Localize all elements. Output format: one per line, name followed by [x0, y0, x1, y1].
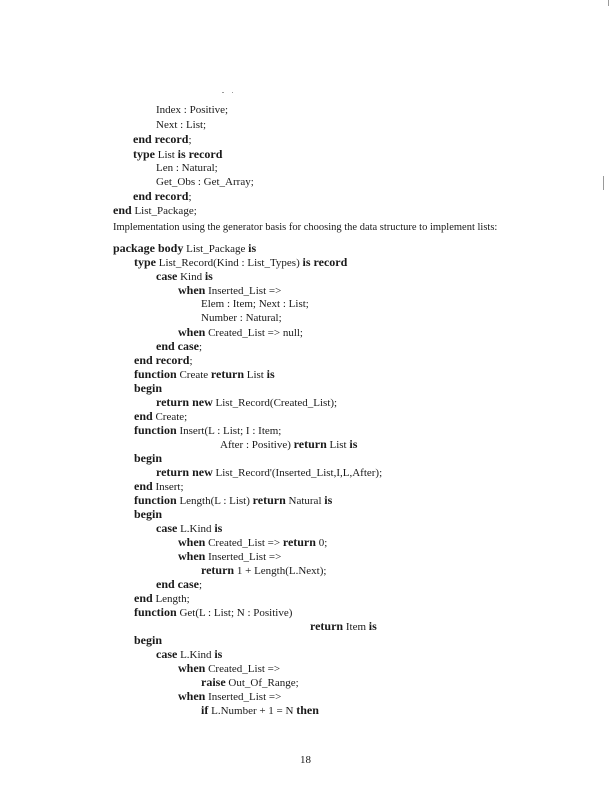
code-line: [113, 204, 197, 218]
code-text: Inserted_List =>: [205, 551, 282, 563]
code-text: ;: [188, 191, 192, 203]
keyword: return: [210, 367, 244, 381]
keyword: if: [201, 703, 209, 717]
keyword: end: [134, 591, 153, 605]
keyword: function: [134, 605, 177, 619]
code-line: [156, 578, 202, 592]
keyword: end: [134, 479, 153, 493]
keyword: when: [178, 535, 206, 549]
code-line: [201, 298, 309, 311]
code-text: 1 + Length(L.Next);: [234, 565, 327, 577]
code-line: [178, 536, 327, 550]
code-text: Natural: [285, 495, 325, 507]
code-text: ;: [199, 579, 203, 591]
keyword: then: [296, 703, 319, 717]
code-text: Insert(L : List; I : Item;: [176, 425, 282, 437]
code-line: [134, 452, 162, 466]
code-line: [134, 424, 281, 438]
keyword: type: [134, 255, 156, 269]
code-line: [113, 242, 256, 256]
code-text: Insert;: [152, 481, 184, 493]
code-line: [134, 256, 347, 270]
keyword: is: [204, 269, 213, 283]
code-text: List: [244, 369, 267, 381]
code-line: [134, 508, 162, 522]
code-line: [156, 162, 218, 175]
code-line: [134, 368, 275, 382]
keyword: return new: [156, 395, 213, 409]
code-text: After : Positive): [220, 439, 294, 451]
code-line: [178, 326, 303, 340]
code-text: List_Record'(Inserted_List,I,L,After);: [212, 467, 383, 479]
code-text: Created_List => null;: [205, 327, 303, 339]
code-text: List: [326, 439, 350, 451]
keyword: is: [248, 241, 257, 255]
keyword: end case: [156, 339, 199, 353]
keyword: is record: [177, 147, 223, 161]
code-text: List: [155, 149, 178, 161]
page-number: 18: [300, 754, 311, 766]
scan-corner-mark: [608, 0, 609, 6]
code-text: List_Package: [183, 243, 249, 255]
keyword: raise: [201, 675, 226, 689]
keyword: is: [266, 367, 275, 381]
keyword: is record: [302, 255, 348, 269]
keyword: begin: [134, 507, 163, 521]
code-text: Next : List;: [156, 119, 207, 131]
keyword: end record: [134, 353, 190, 367]
keyword: return: [201, 563, 235, 577]
code-text: Created_List =>: [205, 537, 283, 549]
code-line: [156, 522, 222, 536]
code-text: List_Package;: [131, 205, 197, 217]
code-line: [134, 410, 187, 424]
code-line: [134, 480, 184, 494]
code-line: [178, 284, 281, 298]
code-line: [201, 704, 319, 718]
keyword: is: [214, 647, 223, 661]
code-text: Index : Positive;: [156, 104, 229, 116]
code-text: Inserted_List =>: [205, 691, 282, 703]
code-line: [134, 634, 162, 648]
code-text: List_Record(Created_List);: [212, 397, 338, 409]
code-text: Len : Natural;: [156, 162, 218, 174]
keyword: begin: [134, 381, 163, 395]
keyword: is: [349, 437, 358, 451]
code-text: Number : Natural;: [201, 312, 282, 324]
code-line: [156, 340, 202, 354]
keyword: is: [324, 493, 333, 507]
code-text: Kind: [177, 271, 205, 283]
code-text: Create: [176, 369, 211, 381]
code-line: [156, 270, 213, 284]
code-line: [134, 592, 190, 606]
code-text: Created_List =>: [205, 663, 281, 675]
keyword: case: [156, 647, 178, 661]
keyword: return: [310, 619, 344, 633]
code-line: [134, 354, 193, 368]
code-text: Create;: [152, 411, 188, 423]
code-line: [156, 119, 206, 132]
scan-speck-top: [222, 92, 224, 93]
code-text: L.Kind: [177, 523, 215, 535]
code-text: ;: [199, 341, 203, 353]
code-line: [133, 133, 192, 147]
keyword: case: [156, 521, 178, 535]
prose-paragraph: Implementation using the generator basis for choosing the data structure to implement lists:: [113, 222, 498, 233]
keyword: return: [252, 493, 286, 507]
code-text: Get(L : List; N : Positive): [176, 607, 293, 619]
code-text: Inserted_List =>: [205, 285, 282, 297]
keyword: when: [178, 549, 206, 563]
code-line: [201, 564, 326, 578]
keyword: end record: [133, 189, 189, 203]
code-text: ;: [189, 355, 193, 367]
code-line: [133, 190, 192, 204]
code-line: [156, 466, 382, 480]
code-line: [156, 648, 222, 662]
keyword: function: [134, 423, 177, 437]
code-text: List_Record(Kind : List_Types): [156, 257, 303, 269]
code-text: Get_Obs : Get_Array;: [156, 176, 254, 188]
code-line: [134, 606, 292, 620]
code-text: Length;: [152, 593, 190, 605]
keyword: when: [178, 283, 206, 297]
keyword: is: [368, 619, 377, 633]
keyword: return: [293, 437, 327, 451]
code-text: Item: [343, 621, 369, 633]
keyword: function: [134, 493, 177, 507]
keyword: package body: [113, 241, 184, 255]
code-line: [134, 382, 162, 396]
code-line: [178, 662, 280, 676]
scan-margin-mark: [603, 176, 604, 190]
keyword: end: [113, 203, 132, 217]
code-line: [156, 396, 337, 410]
code-text: L.Kind: [177, 649, 215, 661]
keyword: end: [134, 409, 153, 423]
code-line: [310, 620, 377, 634]
keyword: when: [178, 661, 206, 675]
keyword: begin: [134, 451, 163, 465]
keyword: type: [133, 147, 155, 161]
code-text: Length(L : List): [176, 495, 253, 507]
keyword: end case: [156, 577, 199, 591]
code-line: [201, 312, 282, 325]
code-line: [134, 494, 332, 508]
keyword: end record: [133, 132, 189, 146]
keyword: return: [282, 535, 316, 549]
keyword: begin: [134, 633, 163, 647]
code-line: [178, 550, 281, 564]
keyword: when: [178, 325, 206, 339]
code-text: Out_Of_Range;: [225, 677, 299, 689]
code-text: 0;: [315, 537, 328, 549]
code-text: Elem : Item; Next : List;: [201, 298, 309, 310]
code-line: [178, 690, 281, 704]
code-text: L.Number + 1 = N: [208, 705, 297, 717]
code-line: [156, 176, 254, 189]
keyword: return new: [156, 465, 213, 479]
code-line: [220, 438, 357, 452]
keyword: case: [156, 269, 178, 283]
scan-speck-top-2: [232, 92, 233, 93]
code-line: [201, 676, 299, 690]
code-line: [133, 148, 222, 162]
keyword: is: [214, 521, 223, 535]
code-line: [156, 104, 228, 117]
code-text: ;: [188, 134, 192, 146]
keyword: when: [178, 689, 206, 703]
keyword: function: [134, 367, 177, 381]
